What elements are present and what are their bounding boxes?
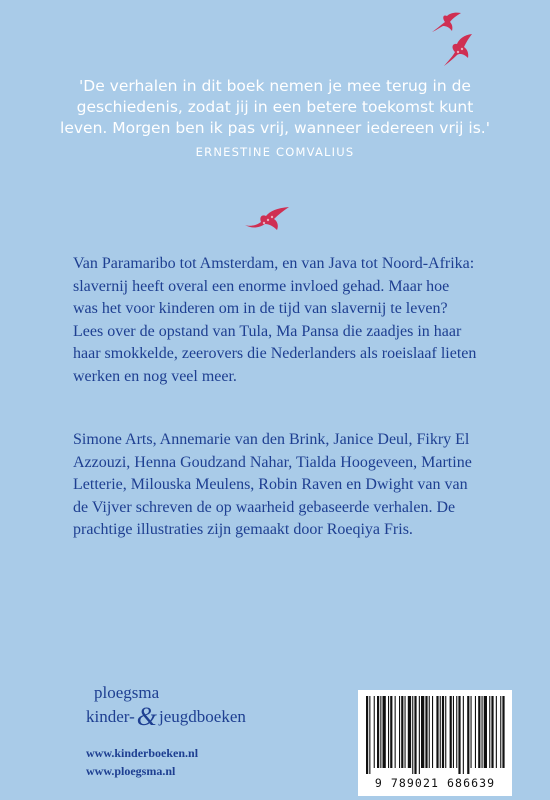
barcode-bar	[383, 696, 386, 768]
quote-block	[60, 76, 490, 163]
barcode-bar	[456, 696, 457, 768]
barcode-bar	[496, 696, 497, 768]
barcode-bar	[458, 696, 460, 774]
barcode-bar	[377, 696, 379, 768]
barcode-bar	[421, 696, 424, 768]
ampersand-glyph: &	[136, 702, 157, 731]
barcode-bar	[463, 696, 464, 774]
barcode-bar	[432, 696, 433, 768]
quote-text: 'De verhalen in dit boek nemen je mee terug in de geschiedenis, zodat jij in een betere toekomst kunt leven. Morgen ben ik pas vrij, wanneer iedereen vrij is.'	[60, 77, 490, 137]
barcode-bar	[442, 696, 444, 768]
publisher-imprint	[86, 702, 246, 731]
barcode-bar	[374, 696, 375, 768]
barcode-bar	[445, 696, 446, 768]
barcode-bar	[399, 696, 400, 768]
publisher-imprint-left: kinder-	[86, 707, 135, 726]
barcode-bar	[478, 696, 480, 768]
barcode-bar	[390, 696, 392, 768]
barcode-bar	[366, 696, 368, 774]
barcode-bar	[408, 696, 411, 768]
authors-paragraph: Simone Arts, Annemarie van den Brink, Janice Deul, Fikry El Azzouzi, Henna Goudzand Nahar, Tialda Hoogeveen, Martine Letterie, Milouska Meulens, Robin Raven en Dwight van van de Vijver schreven de op waarheid gebaseerde verhalen. De prachtige illustraties zijn gemaakt door Roeqiya Fris.	[73, 431, 472, 538]
barcode-bar	[436, 696, 438, 768]
barcode-bar	[369, 696, 370, 774]
barcode-bars	[358, 690, 512, 776]
barcode-bar	[412, 696, 413, 774]
barcode-digits: 9 789021 686639	[374, 776, 496, 790]
barcode-bar	[475, 696, 476, 768]
barcode-bar	[482, 696, 483, 768]
barcode-bar	[405, 696, 406, 768]
barcode-bar	[425, 696, 427, 768]
publisher-imprint-right: jeugdboeken	[159, 707, 246, 726]
bird-icon	[243, 205, 293, 233]
barcode-bar	[429, 696, 430, 768]
barcode-bar	[491, 696, 493, 768]
bird-icon	[440, 32, 476, 70]
publisher-name: ploegsma	[94, 683, 160, 702]
barcode-bar	[467, 696, 469, 774]
barcode-bar	[388, 696, 389, 768]
isbn-barcode	[358, 690, 512, 796]
url-ploegsma: www.ploegsma.nl	[86, 764, 176, 778]
quote-author: ERNESTINE COMVALIUS	[195, 145, 355, 159]
barcode-bar	[489, 696, 490, 768]
barcode-bar	[484, 696, 487, 768]
barcode-bar	[471, 696, 472, 768]
barcode-bar	[380, 696, 381, 768]
publisher-urls	[86, 744, 198, 780]
barcode-bar	[395, 696, 396, 768]
barcode-bar	[414, 696, 416, 774]
barcode-bar	[440, 696, 441, 768]
barcode-bar	[419, 696, 420, 774]
barcode-bar	[502, 696, 504, 768]
barcode-bar	[450, 696, 452, 768]
barcode-bar	[401, 696, 403, 768]
barcode-bar	[453, 696, 454, 768]
book-description: Van Paramaribo tot Amsterdam, en van Java tot Noord-Afrika: slavernij heeft overal een enorme invloed gehad. Maar hoe was het voor kinderen om in de tijd van slavernij te leven? Lees over de opstand van Tula, Ma Pansa die zaadjes in haar haar smokkelde, zeerovers die Nederlanders als roeislaaf lieten werken en nog veel meer.	[73, 255, 477, 385]
barcode-bar	[500, 696, 501, 768]
url-kinderboeken: www.kinderboeken.nl	[86, 746, 199, 760]
